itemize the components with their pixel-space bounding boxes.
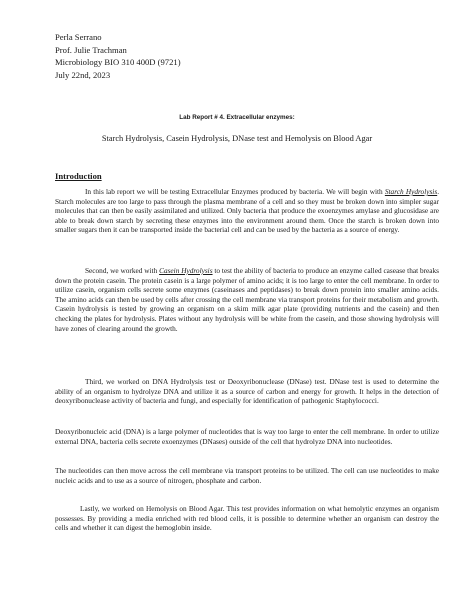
report-subtitle: Starch Hydrolysis, Casein Hydrolysis, DNase test and Hemolysis on Blood Agar bbox=[101, 134, 373, 143]
paragraph-text: . Starch molecules are too large to pass through the plasma membrane of a cell and so they must be broken down into simpler sugar molecules that can then be easily assimilated and utilized. Only bacteria that produce the exoenzymes amylase and glucosidase are able to break down starch by secreting these enzymes into the environment around them. Once the starch is broken down into smaller sugars then it can be transported inside the bacterial cell and can be used by the bacteria as a source of energy. bbox=[55, 187, 440, 235]
paragraph-dna-polymer: Deoxyribonucleic acid (DNA) is a large polymer of nucleotides that is way too large to enter the cell membrane. In order to utilize external DNA, bacteria cells secrete exoenzymes (DNases) outside of the cell that hydrolyze DNA into nucleotides. bbox=[55, 427, 439, 446]
term-casein-hydrolysis: Casein Hydrolysis bbox=[159, 266, 213, 275]
report-title: Lab Report # 4. Extracellular enzymes: bbox=[179, 114, 295, 121]
paragraph-starch-hydrolysis bbox=[55, 187, 439, 235]
section-heading-introduction: Introduction bbox=[55, 171, 102, 181]
paragraph-hemolysis: Lastly, we worked on Hemolysis on Blood Agar. This test provides information on what hemolytic enzymes an organism possesses. By providing a media enriched with red blood cells, it is possible to determine whether an organism can destroy the cells and whether it can digest the hemoglobin inside. bbox=[55, 504, 439, 533]
paragraph-text: to test the ability of bacteria to produce an enzyme called casease that breaks down the protein casein. The protein casein is a large polymer of amino acids; it is too large to enter the cell membrane. In order to utilize casein, organism cells secrete some enzymes (caseinases and peptidases) to break down protein into smaller amino acids. The amino acids can then be used by cells after crossing the cell membrane via transport proteins for their metabolism and growth. Casein hydrolysis is tested by growing an organism on a skim milk agar plate (providing nutrients and the casein) and then checking the plates for hydrolysis. Plates without any hydrolysis will be white from the casein, and those showing hydrolysis will have zones of clearing around the growth. bbox=[55, 266, 439, 333]
course-name: Microbiology BIO 310 400D (9721) bbox=[55, 57, 181, 68]
paragraph-casein-hydrolysis bbox=[55, 266, 439, 333]
header-block bbox=[55, 31, 181, 81]
paragraph-text: In this lab report we will be testing Extracellular Enzymes produced by bacteria. We will begin with bbox=[85, 187, 385, 196]
author-name: Perla Serrano bbox=[55, 32, 102, 42]
report-date: July 22nd, 2023 bbox=[55, 69, 111, 80]
term-starch-hydrolysis: Starch Hydrolysis bbox=[384, 187, 438, 196]
paragraph-dnase-test: Third, we worked on DNA Hydrolysis test or Deoxyribonuclease (DNase) test. DNase test is used to determine the ability of an organism to hydrolyze DNA and utilize it as a source of carbon and energy for growth. It helps in the detection of deoxyribonuclease activity of bacteria and fungi, and especially for identification of pathogenic Staphylococci. bbox=[55, 377, 439, 406]
paragraph-nucleotides: The nucleotides can then move across the cell membrane via transport proteins to be utilized. The cell can use nucleotides to make nucleic acids and to use as a source of nitrogen, phosphate and carbon. bbox=[55, 466, 439, 485]
professor-name: Prof. Julie Trachman bbox=[55, 44, 127, 55]
paragraph-text: Second, we worked with bbox=[85, 266, 160, 275]
